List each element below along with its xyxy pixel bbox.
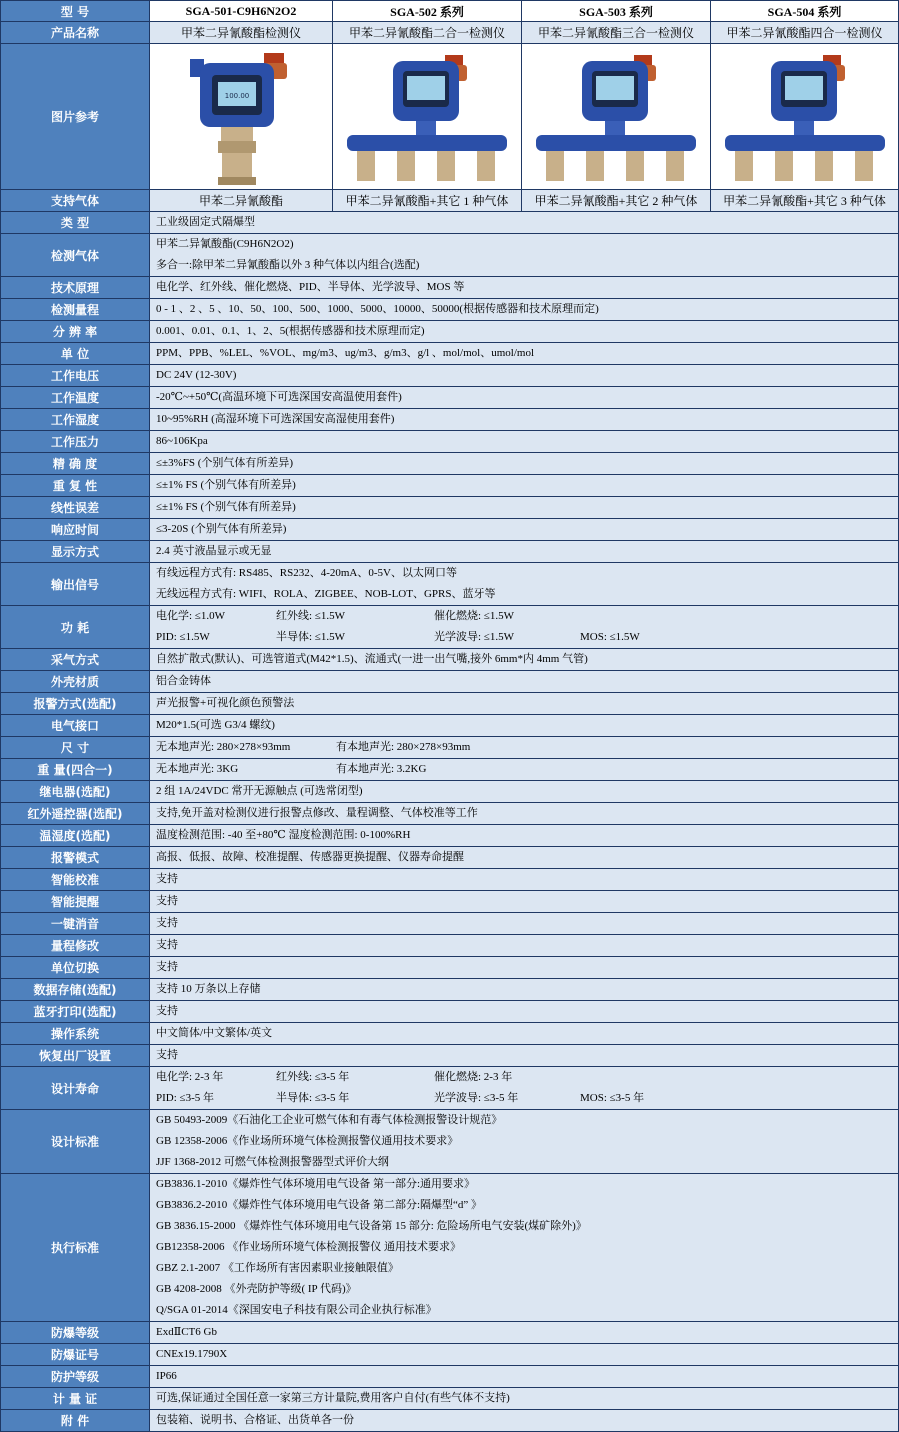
value-line: [156, 693, 892, 714]
row-value: [150, 979, 899, 1001]
row-value: [150, 541, 899, 563]
row-value: [150, 737, 899, 759]
value-segment: 支持: [156, 917, 178, 929]
value-segment: 光学波导: ≤3-5 年: [434, 1092, 519, 1104]
value-line: [156, 671, 892, 692]
product-image-single: [150, 44, 333, 190]
value-line: [156, 979, 892, 1000]
value-segment: 有线远程方式有: RS485、RS232、4-20mA、0-5V、以太网口等: [156, 567, 457, 579]
row-value: [150, 1067, 899, 1110]
value-segment: M20*1.5(可选 G3/4 螺纹): [156, 719, 275, 731]
spec-row: [1, 715, 899, 737]
spec-row: [1, 979, 899, 1001]
value-line: [156, 1410, 892, 1431]
gas-detector-single-image: [176, 47, 306, 187]
spec-row: [1, 234, 899, 277]
value-segment: 无线远程方式有: WIFI、ROLA、ZIGBEE、NOB-LOT、GPRS、蓝牙等: [156, 588, 496, 600]
row-value: [150, 715, 899, 737]
value-segment: 支持: [156, 1049, 178, 1061]
spec-row: [1, 693, 899, 715]
spec-row: [1, 277, 899, 299]
row-value: [150, 825, 899, 847]
value-line: [156, 1322, 892, 1343]
value-line: [156, 737, 892, 758]
value-segment: 0.001、0.01、0.1、1、2、5(根据传感器和技术原理而定): [156, 325, 425, 337]
spec-row: [1, 431, 899, 453]
row-value: [150, 409, 899, 431]
value-line: [156, 541, 892, 562]
value-segment: 10~95%RH (高湿环境下可选深国安高湿使用套件): [156, 413, 395, 425]
row-label: 智能校准: [1, 869, 150, 891]
row-label: 工作湿度: [1, 409, 150, 431]
row-value: [150, 1045, 899, 1067]
row-value: [150, 1110, 899, 1174]
row-label: 智能提醒: [1, 891, 150, 913]
spec-row: [1, 847, 899, 869]
row-value: [150, 1322, 899, 1344]
row-value: [150, 781, 899, 803]
value-segment: 光学波导: ≤1.5W: [434, 631, 514, 643]
value-segment: 支持: [156, 1005, 178, 1017]
spec-row: [1, 671, 899, 693]
row-value: [150, 212, 899, 234]
value-segment: 中文简体/中文繁体/英文: [156, 1027, 273, 1039]
row-label: 线性误差: [1, 497, 150, 519]
row-value: [150, 299, 899, 321]
spec-row: [1, 541, 899, 563]
row-label: 附 件: [1, 1410, 150, 1432]
value-line: [156, 715, 892, 736]
value-line: [156, 1300, 892, 1321]
value-line: [156, 913, 892, 934]
value-segment: ≤3-20S (个别气体有所差异): [156, 523, 287, 535]
model-cell: SGA-502 系列: [333, 1, 522, 22]
spec-row: [1, 519, 899, 541]
value-segment: 红外线: ≤3-5 年: [276, 1071, 350, 1083]
value-line: [156, 1344, 892, 1365]
row-label: 防护等级: [1, 1366, 150, 1388]
row-label: 数据存储(选配): [1, 979, 150, 1001]
product-name-cell: 甲苯二异氰酸酯四合一检测仪: [711, 22, 899, 44]
value-line: [156, 1174, 892, 1195]
row-label: 设计寿命: [1, 1067, 150, 1110]
value-line: [156, 759, 892, 780]
spec-row: [1, 649, 899, 671]
value-segment: 电化学: 2-3 年: [156, 1071, 224, 1083]
row-value: [150, 1366, 899, 1388]
gas-cell: 甲苯二异氰酸酯: [150, 190, 333, 212]
value-segment: 半导体: ≤1.5W: [276, 631, 345, 643]
row-label: 防爆等级: [1, 1322, 150, 1344]
value-segment: ≤±1% FS (个别气体有所差异): [156, 501, 296, 513]
row-label: 图片参考: [1, 44, 150, 190]
header-label: 型 号: [1, 1, 150, 22]
value-line: [156, 212, 892, 233]
value-segment: 催化燃烧: ≤1.5W: [434, 610, 514, 622]
value-line: [156, 431, 892, 452]
value-segment: 甲苯二异氰酸酯(C9H6N2O2): [156, 238, 294, 250]
value-segment: ≤±3%FS (个别气体有所差异): [156, 457, 294, 469]
gas-cell: 甲苯二异氰酸酯+其它 2 种气体: [522, 190, 711, 212]
value-segment: 无本地声光: 280×278×93mm: [156, 741, 291, 753]
spec-row: [1, 935, 899, 957]
value-line: [156, 957, 892, 978]
value-segment: CNEx19.1790X: [156, 1348, 228, 1360]
value-line: [156, 606, 892, 627]
row-value: [150, 1001, 899, 1023]
spec-row: [1, 1045, 899, 1067]
row-value: [150, 913, 899, 935]
value-segment: 自然扩散式(默认)、可选管道式(M42*1.5)、流通式(一进一出气嘴,接外 6mm*内 4mm 气管): [156, 653, 588, 665]
row-label: 报警方式(选配): [1, 693, 150, 715]
value-line: [156, 1237, 892, 1258]
value-line: [156, 563, 892, 584]
row-value: [150, 277, 899, 299]
value-segment: 0 - 1 、2 、5 、10、50、100、500、1000、5000、10000、50000(根据传感器和技术原理而定): [156, 303, 599, 315]
spec-row: [1, 913, 899, 935]
value-line: [156, 1110, 892, 1131]
row-value: [150, 935, 899, 957]
row-label: 继电器(选配): [1, 781, 150, 803]
row-value: [150, 1023, 899, 1045]
row-label: 单位切换: [1, 957, 150, 979]
value-segment: 支持: [156, 895, 178, 907]
value-segment: 多合一:除甲苯二异氰酸酯以外 3 种气体以内组合(选配): [156, 259, 420, 271]
row-label: 外壳材质: [1, 671, 150, 693]
gas-detector-multi-image: [337, 47, 517, 187]
product-name-cell: 甲苯二异氰酸酯检测仪: [150, 22, 333, 44]
row-label: 检测量程: [1, 299, 150, 321]
value-segment: 有本地声光: 280×278×93mm: [336, 741, 471, 753]
value-segment: 支持 10 万条以上存储: [156, 983, 261, 995]
row-label: 恢复出厂设置: [1, 1045, 150, 1067]
row-label: 功 耗: [1, 606, 150, 649]
spec-row: [1, 299, 899, 321]
value-segment: 催化燃烧: 2-3 年: [434, 1071, 513, 1083]
value-line: [156, 649, 892, 670]
gases-row: [1, 190, 899, 212]
spec-row: [1, 387, 899, 409]
image-row: [1, 44, 899, 190]
spec-row: [1, 825, 899, 847]
value-segment: 工业级固定式隔爆型: [156, 216, 255, 228]
row-label: 计 量 证: [1, 1388, 150, 1410]
value-segment: GB3836.2-2010《爆炸性气体环境用电气设备 第二部分:隔爆型“d” 》: [156, 1199, 483, 1211]
gas-cell: 甲苯二异氰酸酯+其它 1 种气体: [333, 190, 522, 212]
product-image-multi: [522, 44, 711, 190]
row-value: [150, 847, 899, 869]
value-segment: GB 3836.15-2000 《爆炸性气体环境用电气设备第 15 部分: 危险场所电气安装(煤矿除外)》: [156, 1220, 587, 1232]
row-value: [150, 1174, 899, 1322]
row-value: [150, 759, 899, 781]
value-segment: MOS: ≤3-5 年: [580, 1092, 645, 1104]
row-value: [150, 649, 899, 671]
row-label: 产品名称: [1, 22, 150, 44]
row-value: [150, 365, 899, 387]
product-image-multi: [711, 44, 899, 190]
row-label: 支持气体: [1, 190, 150, 212]
spec-row: [1, 343, 899, 365]
row-value: [150, 563, 899, 606]
spec-row: [1, 957, 899, 979]
value-line: [156, 847, 892, 868]
spec-row: [1, 1322, 899, 1344]
value-line: [156, 1388, 892, 1409]
row-value: [150, 606, 899, 649]
value-line: [156, 627, 892, 648]
row-value: [150, 519, 899, 541]
value-line: [156, 781, 892, 802]
value-segment: 2.4 英寸液晶显示或无显: [156, 545, 272, 557]
value-line: [156, 343, 892, 364]
row-label: 温湿度(选配): [1, 825, 150, 847]
value-line: [156, 453, 892, 474]
value-segment: JJF 1368-2012 可燃气体检测报警器型式评价大纲: [156, 1156, 389, 1168]
row-label: 一键消音: [1, 913, 150, 935]
row-value: [150, 475, 899, 497]
product-image-multi: [333, 44, 522, 190]
row-label: 类 型: [1, 212, 150, 234]
row-value: [150, 1388, 899, 1410]
value-segment: GB 12358-2006《作业场所环境气体检测报警仪通用技术要求》: [156, 1135, 459, 1147]
value-segment: 支持: [156, 961, 178, 973]
value-line: [156, 825, 892, 846]
value-segment: 有本地声光: 3.2KG: [336, 763, 427, 775]
value-segment: 温度检测范围: -40 至+80℃ 湿度检测范围: 0-100%RH: [156, 829, 411, 841]
row-label: 操作系统: [1, 1023, 150, 1045]
value-line: [156, 1279, 892, 1300]
value-segment: ExdⅡCT6 Gb: [156, 1326, 217, 1338]
spec-row: [1, 475, 899, 497]
spec-row: [1, 497, 899, 519]
spec-row: [1, 321, 899, 343]
row-value: [150, 869, 899, 891]
product-name-cell: 甲苯二异氰酸酯二合一检测仪: [333, 22, 522, 44]
gas-detector-multi-image: [526, 47, 706, 187]
spec-row: [1, 1110, 899, 1174]
spec-row: [1, 453, 899, 475]
row-label: 量程修改: [1, 935, 150, 957]
value-line: [156, 475, 892, 496]
value-line: [156, 1045, 892, 1066]
value-line: [156, 277, 892, 298]
row-value: [150, 1344, 899, 1366]
value-segment: 高报、低报、故障、校准提醒、传感器更换提醒、仪器寿命提醒: [156, 851, 464, 863]
value-line: [156, 1001, 892, 1022]
value-segment: DC 24V (12-30V): [156, 369, 237, 381]
value-segment: PPM、PPB、%LEL、%VOL、mg/m3、ug/m3、g/m3、g/l 、mol/mol、umol/mol: [156, 347, 534, 359]
value-line: [156, 1152, 892, 1173]
row-value: [150, 453, 899, 475]
value-line: [156, 584, 892, 605]
row-value: [150, 343, 899, 365]
value-line: [156, 1088, 892, 1109]
row-label: 重 复 性: [1, 475, 150, 497]
value-segment: 2 组 1A/24VDC 常开无源触点 (可选常闭型): [156, 785, 363, 797]
spec-row: [1, 869, 899, 891]
value-line: [156, 1258, 892, 1279]
row-value: [150, 957, 899, 979]
row-label: 工作电压: [1, 365, 150, 387]
row-label: 输出信号: [1, 563, 150, 606]
value-line: [156, 519, 892, 540]
gas-cell: 甲苯二异氰酸酯+其它 3 种气体: [711, 190, 899, 212]
value-line: [156, 234, 892, 255]
value-segment: ≤±1% FS (个别气体有所差异): [156, 479, 296, 491]
spec-row: [1, 781, 899, 803]
value-line: [156, 935, 892, 956]
header-row: [1, 1, 899, 22]
row-value: [150, 497, 899, 519]
spec-row: [1, 1366, 899, 1388]
screen-readout: 100.00: [224, 91, 250, 100]
row-label: 响应时间: [1, 519, 150, 541]
value-line: [156, 321, 892, 342]
spec-row: [1, 1388, 899, 1410]
product-name-row: [1, 22, 899, 44]
value-segment: 红外线: ≤1.5W: [276, 610, 345, 622]
row-value: [150, 891, 899, 913]
value-segment: 电化学: ≤1.0W: [156, 610, 225, 622]
value-line: [156, 1023, 892, 1044]
spec-row: [1, 606, 899, 649]
value-line: [156, 1131, 892, 1152]
row-label: 电气接口: [1, 715, 150, 737]
value-segment: GB3836.1-2010《爆炸性气体环境用电气设备 第一部分:通用要求》: [156, 1178, 475, 1190]
value-segment: PID: ≤1.5W: [156, 631, 210, 643]
row-label: 红外遥控器(选配): [1, 803, 150, 825]
row-value: [150, 803, 899, 825]
value-line: [156, 387, 892, 408]
gas-detector-multi-image: [715, 47, 895, 187]
row-label: 执行标准: [1, 1174, 150, 1322]
row-value: [150, 234, 899, 277]
row-label: 设计标准: [1, 1110, 150, 1174]
row-label: 采气方式: [1, 649, 150, 671]
value-segment: PID: ≤3-5 年: [156, 1092, 214, 1104]
row-value: [150, 431, 899, 453]
model-cell: SGA-504 系列: [711, 1, 899, 22]
value-segment: 铝合金铸体: [156, 675, 211, 687]
value-segment: GB 50493-2009《石油化工企业可燃气体和有毒气体检测报警设计规范》: [156, 1114, 503, 1126]
value-segment: 可选,保证通过全国任意一家第三方计量院,费用客户自付(有些气体不支持): [156, 1392, 510, 1404]
spec-row: [1, 212, 899, 234]
spec-row: [1, 1174, 899, 1322]
row-label: 报警模式: [1, 847, 150, 869]
spec-row: [1, 891, 899, 913]
row-label: 技术原理: [1, 277, 150, 299]
row-label: 尺 寸: [1, 737, 150, 759]
spec-row: [1, 563, 899, 606]
model-cell: SGA-503 系列: [522, 1, 711, 22]
row-label: 工作温度: [1, 387, 150, 409]
row-label: 单 位: [1, 343, 150, 365]
spec-row: [1, 803, 899, 825]
row-label: 精 确 度: [1, 453, 150, 475]
row-value: [150, 693, 899, 715]
value-line: [156, 255, 892, 276]
value-line: [156, 891, 892, 912]
value-segment: 支持,免开盖对检测仪进行报警点修改、量程调整、气体校准等工作: [156, 807, 478, 819]
value-segment: MOS: ≤1.5W: [580, 631, 640, 643]
spec-row: [1, 1023, 899, 1045]
value-segment: GB 4208-2008 《外壳防护等级( IP 代码)》: [156, 1283, 357, 1295]
value-segment: 支持: [156, 939, 178, 951]
value-line: [156, 409, 892, 430]
value-segment: 电化学、红外线、催化燃烧、PID、半导体、光学波导、MOS 等: [156, 281, 465, 293]
spec-row: [1, 409, 899, 431]
model-cell: SGA-501-C9H6N2O2: [150, 1, 333, 22]
value-line: [156, 497, 892, 518]
spec-row: [1, 1067, 899, 1110]
row-value: [150, 321, 899, 343]
value-line: [156, 1216, 892, 1237]
value-segment: GBZ 2.1-2007 《工作场所有害因素职业接触限值》: [156, 1262, 399, 1274]
row-label: 显示方式: [1, 541, 150, 563]
row-label: 分 辨 率: [1, 321, 150, 343]
value-line: [156, 803, 892, 824]
row-value: [150, 387, 899, 409]
value-segment: 半导体: ≤3-5 年: [276, 1092, 350, 1104]
value-segment: IP66: [156, 1370, 177, 1382]
spec-row: [1, 759, 899, 781]
value-segment: 包装箱、说明书、合格证、出货单各一份: [156, 1414, 354, 1426]
value-line: [156, 365, 892, 386]
value-segment: GB12358-2006 《作业场所环境气体检测报警仪 通用技术要求》: [156, 1241, 461, 1253]
value-line: [156, 869, 892, 890]
value-segment: -20℃~+50℃(高温环境下可选深国安高温使用套件): [156, 391, 402, 403]
value-segment: 声光报警+可视化颜色预警法: [156, 697, 295, 709]
spec-row: [1, 737, 899, 759]
value-line: [156, 1195, 892, 1216]
value-line: [156, 299, 892, 320]
value-segment: 86~106Kpa: [156, 435, 208, 447]
spec-row: [1, 1344, 899, 1366]
value-line: [156, 1366, 892, 1387]
value-segment: Q/SGA 01-2014《深国安电子科技有限公司企业执行标准》: [156, 1304, 437, 1316]
row-label: 重 量(四合一): [1, 759, 150, 781]
row-value: [150, 671, 899, 693]
product-name-cell: 甲苯二异氰酸酯三合一检测仪: [522, 22, 711, 44]
row-label: 检测气体: [1, 234, 150, 277]
value-segment: 无本地声光: 3KG: [156, 763, 239, 775]
spec-row: [1, 365, 899, 387]
value-line: [156, 1067, 892, 1088]
value-segment: 支持: [156, 873, 178, 885]
spec-row: [1, 1001, 899, 1023]
row-label: 防爆证号: [1, 1344, 150, 1366]
row-label: 蓝牙打印(选配): [1, 1001, 150, 1023]
row-label: 工作压力: [1, 431, 150, 453]
